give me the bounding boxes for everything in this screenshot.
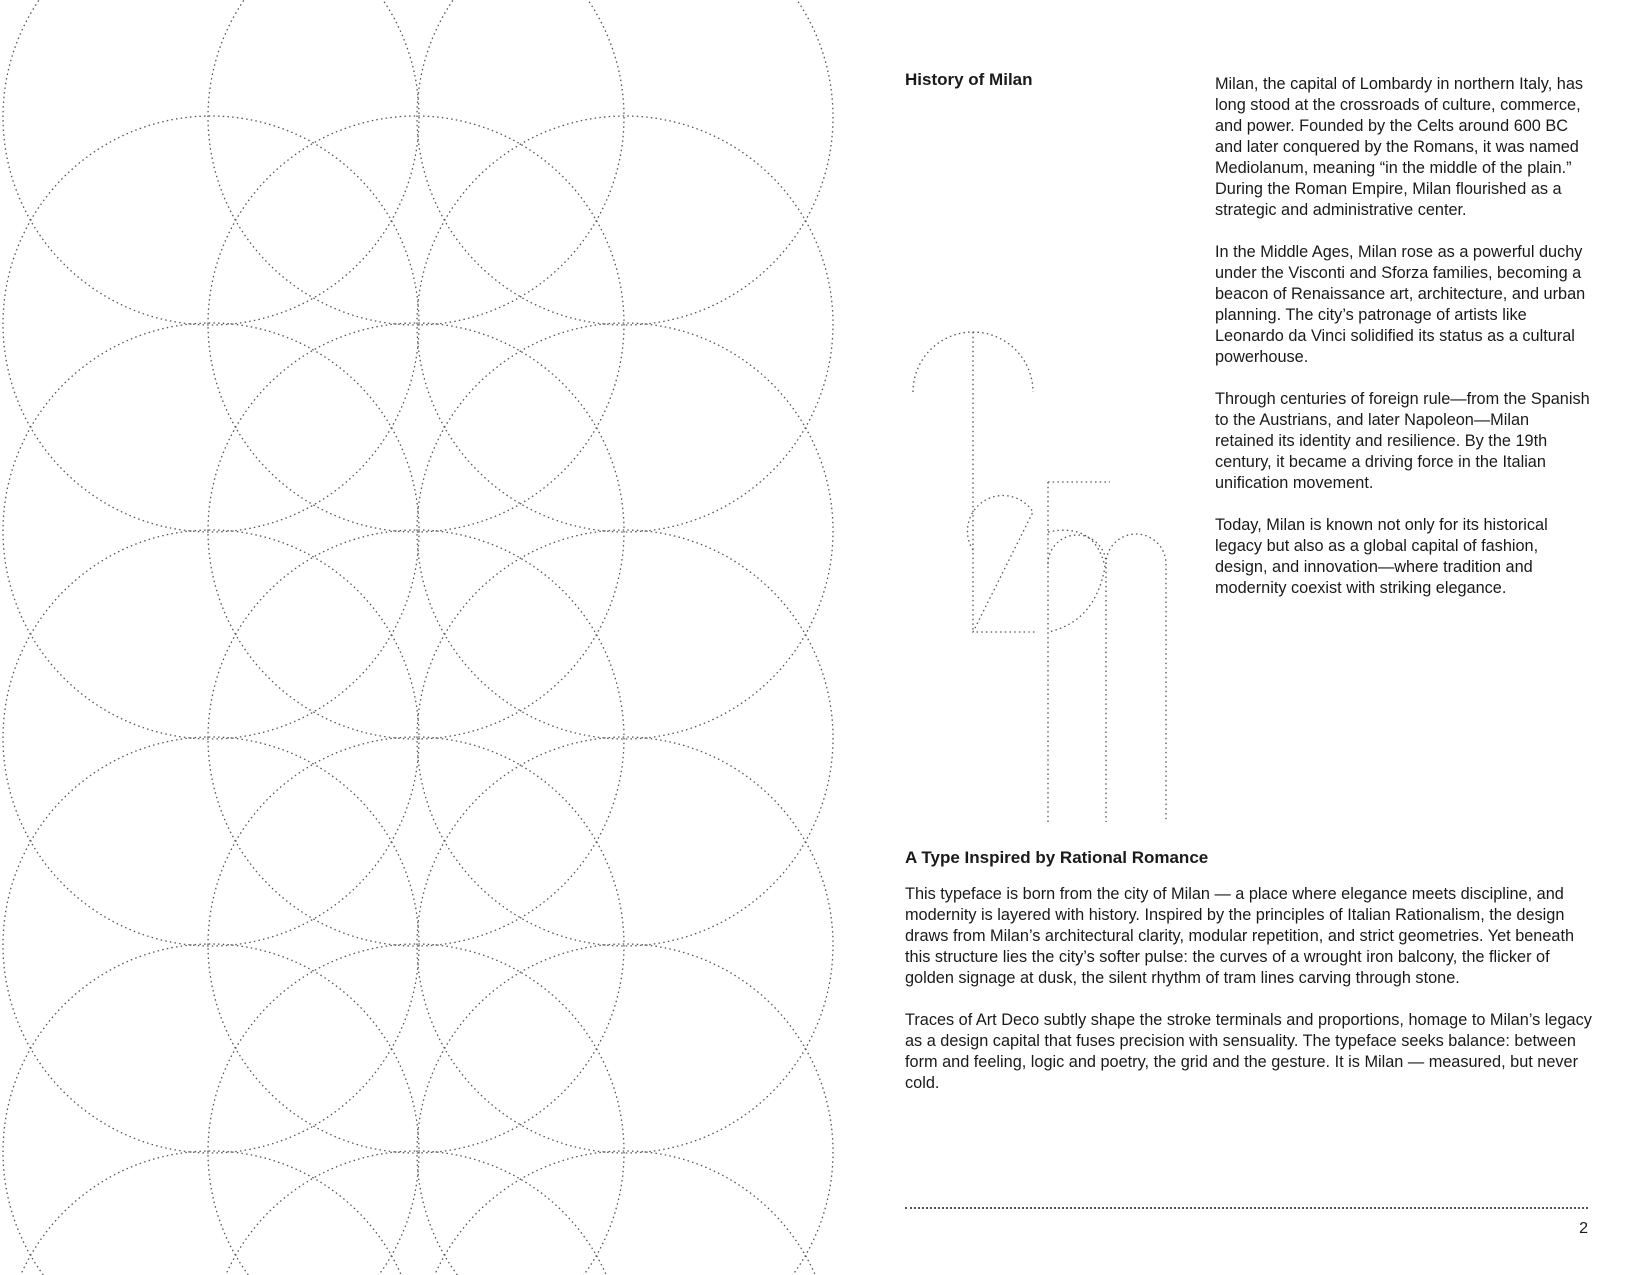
pattern-circle	[208, 0, 624, 325]
monogram-arc	[913, 332, 1033, 392]
pattern-circle	[208, 944, 624, 1275]
pattern-circle	[3, 944, 419, 1275]
pattern-circle	[417, 323, 833, 739]
pattern-circle	[3, 323, 419, 739]
pattern-circle	[417, 737, 833, 1153]
type-section-text	[905, 884, 1595, 1115]
history-paragraph: In the Middle Ages, Milan rose as a powerful duchy under the Visconti and Sforza families, becoming a beacon of Renaissance art, architecture, and urban planning. The city’s patronage of artists like Leonardo da Vinci solidified its status as a cultural powerhouse.	[1215, 243, 1586, 366]
pattern-circle	[3, 1151, 419, 1275]
typeface-monogram-illustration	[895, 322, 1175, 827]
pattern-circle	[3, 737, 419, 1153]
pattern-circle	[208, 323, 624, 739]
pattern-circle	[417, 0, 833, 325]
pattern-circle	[417, 530, 833, 946]
footer-divider	[905, 1207, 1588, 1209]
monogram-two	[967, 495, 1035, 632]
history-paragraph: Today, Milan is known not only for its historical legacy but also as a global capital of fashion, design, and innovation—where tradition and modernity coexist with striking elegance.	[1215, 516, 1548, 597]
pattern-circle	[3, 0, 419, 325]
type-paragraph: Traces of Art Deco subtly shape the stroke terminals and proportions, homage to Milan’s legacy as a design capital that fuses precision with sensuality. The typeface seeks balance: between form and feeling, logic and poetry, the grid and the gesture. It is Milan — measured, but never cold.	[905, 1011, 1592, 1092]
pattern-circle	[3, 530, 419, 946]
history-paragraph: Through centuries of foreign rule—from the Spanish to the Austrians, and later Napoleon—Milan retained its identity and resilience. By the 19th century, it became a driving force in the Italian unification movement.	[1215, 390, 1590, 492]
pattern-circle	[417, 1151, 833, 1275]
monogram-bowl	[1048, 530, 1105, 632]
history-paragraph: Milan, the capital of Lombardy in northern Italy, has long stood at the crossroads of culture, commerce, and power. Founded by the Celts around 600 BC and later conquered by the Romans, it was named Mediolanum, meaning “in the middle of the plain.” During the Roman Empire, Milan flourished as a strategic and administrative center.	[1215, 75, 1584, 219]
type-section-title: A Type Inspired by Rational Romance	[905, 848, 1209, 867]
page-number: 2	[1579, 1220, 1588, 1237]
pattern-circle	[3, 116, 419, 532]
pattern-circle	[208, 1151, 624, 1275]
pattern-circle	[208, 737, 624, 1153]
pattern-circle	[208, 116, 624, 532]
pattern-circle	[208, 530, 624, 946]
pattern-circle	[417, 116, 833, 532]
history-title: History of Milan	[905, 70, 1033, 89]
type-paragraph: This typeface is born from the city of Milan — a place where elegance meets discipline, and modernity is layered with history. Inspired by the principles of Italian Rationalism, the design draws from Milan’s architectural clarity, modular repetition, and strict geometries. Yet beneath this structure lies the city’s softer pulse: the curves of a wrought iron balcony, the flicker of golden signage at dusk, the silent rhythm of tram lines carving through stone.	[905, 885, 1575, 987]
monogram-arch	[1048, 535, 1106, 822]
monogram-arch	[1106, 534, 1166, 822]
history-text	[1215, 74, 1590, 620]
pattern-circle	[417, 944, 833, 1275]
